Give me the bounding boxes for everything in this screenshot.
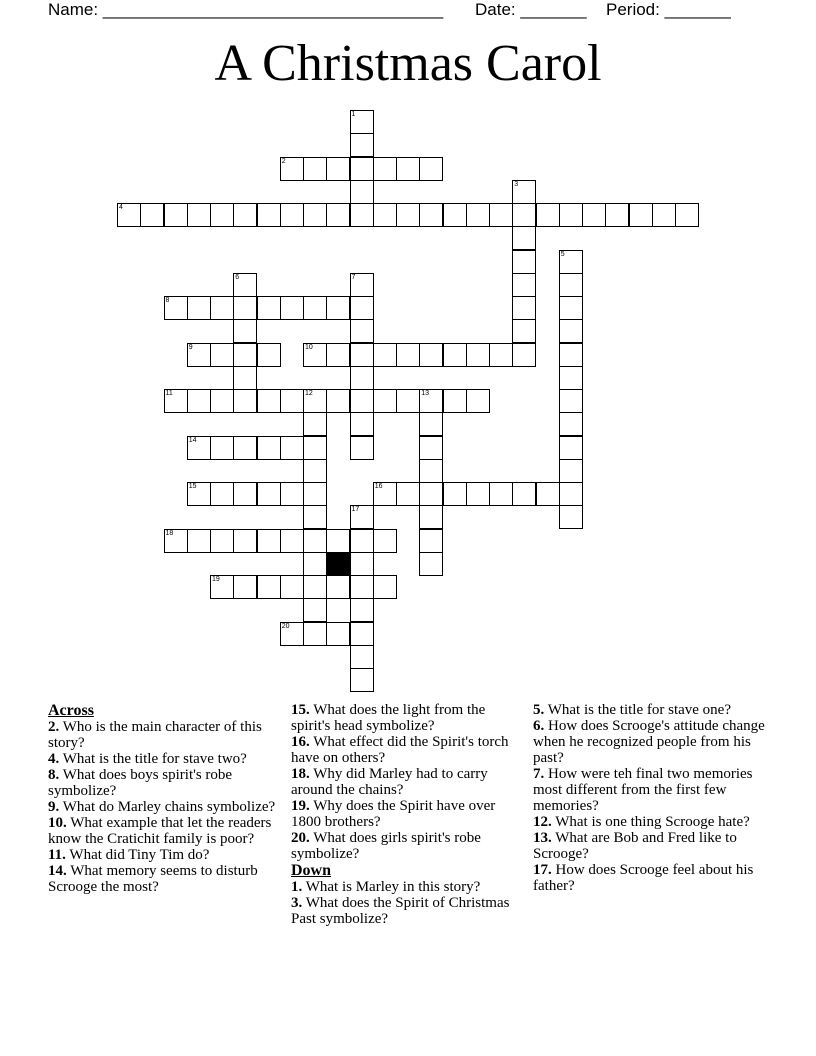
clue-item xyxy=(291,830,527,862)
clue-number: 5 xyxy=(560,250,565,258)
grid-cell[interactable] xyxy=(419,529,443,553)
clue-number: 9 xyxy=(188,343,193,351)
grid-cell[interactable] xyxy=(257,482,281,506)
grid-cell[interactable] xyxy=(559,366,583,390)
grid-cell[interactable] xyxy=(466,343,490,367)
grid-cell[interactable] xyxy=(419,343,443,367)
grid-cell[interactable] xyxy=(164,203,188,227)
grid-cell[interactable] xyxy=(419,157,443,181)
grid-cell[interactable] xyxy=(373,529,397,553)
grid-cell[interactable] xyxy=(303,459,327,483)
clue-item-number: 16. xyxy=(291,734,310,750)
grid-cell[interactable] xyxy=(326,575,350,599)
grid-cell[interactable] xyxy=(280,296,304,320)
grid-cell[interactable] xyxy=(164,296,188,320)
grid-cell[interactable] xyxy=(233,319,257,343)
grid-cell[interactable] xyxy=(280,529,304,553)
down-heading: Down xyxy=(291,862,332,879)
grid-cell[interactable] xyxy=(187,203,211,227)
grid-cell[interactable] xyxy=(350,668,374,692)
grid-cell[interactable] xyxy=(443,389,467,413)
period-field[interactable]: Period: _______ xyxy=(606,0,731,19)
grid-cell[interactable] xyxy=(326,529,350,553)
clue-item xyxy=(48,863,284,895)
grid-cell[interactable] xyxy=(559,203,583,227)
grid-cell[interactable] xyxy=(443,343,467,367)
grid-cell[interactable] xyxy=(210,389,234,413)
clues-column-3 xyxy=(533,702,769,894)
grid-cell[interactable] xyxy=(280,157,304,181)
clue-item-number: 7. xyxy=(533,766,545,782)
grid-cell[interactable] xyxy=(419,459,443,483)
grid-cell[interactable] xyxy=(233,529,257,553)
grid-cell[interactable] xyxy=(652,203,676,227)
grid-cell[interactable] xyxy=(559,273,583,297)
clue-item xyxy=(291,798,527,830)
clue-item-text: What does girls spirit's robe symbolize? xyxy=(291,830,481,862)
grid-cell[interactable] xyxy=(303,343,327,367)
grid-cell[interactable] xyxy=(233,203,257,227)
grid-cell[interactable] xyxy=(303,575,327,599)
clue-item-text: What did Tiny Tim do? xyxy=(65,847,210,863)
grid-cell[interactable] xyxy=(350,436,374,460)
down-clue-list-continued xyxy=(533,702,769,894)
grid-cell[interactable] xyxy=(419,552,443,576)
grid-cell[interactable] xyxy=(489,203,513,227)
clue-item-number: 4. xyxy=(48,751,60,767)
clue-item xyxy=(533,718,769,766)
clue-item-text: What does the Spirit of Christmas Past symbolize? xyxy=(291,895,510,927)
grid-cell[interactable] xyxy=(187,389,211,413)
clue-number: 16 xyxy=(374,483,383,490)
page-title: A Christmas Carol xyxy=(214,35,602,92)
grid-cell[interactable] xyxy=(489,482,513,506)
grid-cell[interactable] xyxy=(373,157,397,181)
grid-cell[interactable] xyxy=(303,482,327,506)
clue-item-text: What memory seems to disturb Scrooge the most? xyxy=(48,863,258,895)
grid-cell[interactable] xyxy=(326,203,350,227)
clue-number: 13 xyxy=(421,390,430,397)
grid-cell[interactable] xyxy=(164,389,188,413)
grid-cell[interactable] xyxy=(350,343,374,367)
clue-item xyxy=(291,702,527,734)
grid-cell[interactable] xyxy=(512,296,536,320)
grid-cell[interactable] xyxy=(512,226,536,250)
clue-number: 15 xyxy=(188,483,197,490)
clue-number: 3 xyxy=(514,180,519,188)
grid-cell[interactable] xyxy=(373,482,397,506)
clue-item-number: 5. xyxy=(533,702,545,718)
grid-cell[interactable] xyxy=(303,203,327,227)
grid-cell[interactable] xyxy=(536,203,560,227)
clue-item-number: 9. xyxy=(48,799,60,815)
name-field[interactable]: Name: ____________________________________ xyxy=(48,0,444,19)
grid-cell[interactable] xyxy=(257,529,281,553)
grid-cell[interactable] xyxy=(350,552,374,576)
down-clue-list xyxy=(291,879,527,927)
grid-cell[interactable] xyxy=(350,133,374,157)
grid-cell[interactable] xyxy=(675,203,699,227)
grid-cell[interactable] xyxy=(512,482,536,506)
grid-cell[interactable] xyxy=(233,575,257,599)
clue-item-text: How does Scrooge feel about his father? xyxy=(533,862,754,894)
grid-cell[interactable] xyxy=(187,296,211,320)
clue-number: 10 xyxy=(305,343,313,351)
grid-cell[interactable] xyxy=(326,157,350,181)
grid-cell[interactable] xyxy=(210,296,234,320)
grid-cell[interactable] xyxy=(350,575,374,599)
clue-item xyxy=(48,767,284,799)
clue-item-number: 1. xyxy=(291,879,303,895)
grid-cell[interactable] xyxy=(350,203,374,227)
grid-cell[interactable] xyxy=(187,529,211,553)
clue-item xyxy=(533,830,769,862)
grid-cell[interactable] xyxy=(512,273,536,297)
grid-cell[interactable] xyxy=(373,389,397,413)
grid-cell[interactable] xyxy=(373,575,397,599)
grid-cell[interactable] xyxy=(443,482,467,506)
grid-cell[interactable] xyxy=(350,622,374,646)
grid-cell[interactable] xyxy=(419,505,443,529)
clue-item-number: 11. xyxy=(48,847,66,863)
clue-item-number: 2. xyxy=(48,719,60,735)
grid-cell[interactable] xyxy=(187,343,211,367)
grid-cell[interactable] xyxy=(350,389,374,413)
clue-item-text: What does the light from the spirit's head symbolize? xyxy=(291,702,486,734)
grid-cell[interactable] xyxy=(280,203,304,227)
grid-cell[interactable] xyxy=(303,505,327,529)
grid-cell[interactable] xyxy=(257,436,281,460)
grid-cell[interactable] xyxy=(559,436,583,460)
grid-cell[interactable] xyxy=(350,110,374,134)
clue-item-number: 14. xyxy=(48,863,67,879)
grid-cell[interactable] xyxy=(210,529,234,553)
grid-cell[interactable] xyxy=(257,296,281,320)
grid-cell[interactable] xyxy=(350,180,374,204)
grid-cell[interactable] xyxy=(396,203,420,227)
grid-cell[interactable] xyxy=(210,575,234,599)
grid-cell[interactable] xyxy=(233,482,257,506)
clue-number: 11 xyxy=(165,390,173,397)
clue-item-number: 10. xyxy=(48,815,67,831)
grid-cell[interactable] xyxy=(559,389,583,413)
across-clue-list-continued xyxy=(291,702,527,862)
clue-item xyxy=(533,766,769,814)
clue-item-text: What is Marley in this story? xyxy=(302,879,481,895)
grid-cell[interactable] xyxy=(559,459,583,483)
grid-cell[interactable] xyxy=(326,296,350,320)
grid-cell[interactable] xyxy=(512,343,536,367)
grid-cell[interactable] xyxy=(396,343,420,367)
grid-cell[interactable] xyxy=(350,366,374,390)
clue-number: 12 xyxy=(305,390,313,397)
clue-item-text: What is the title for stave two? xyxy=(59,751,247,767)
grid-cell[interactable] xyxy=(350,529,374,553)
grid-cell[interactable] xyxy=(373,203,397,227)
grid-cell[interactable] xyxy=(512,319,536,343)
grid-cell[interactable] xyxy=(350,645,374,669)
clue-item xyxy=(291,895,527,927)
clue-item-text: What is one thing Scrooge hate? xyxy=(551,814,750,830)
clue-item xyxy=(533,702,769,718)
clue-item xyxy=(291,879,527,895)
clues-column-1 xyxy=(48,702,284,895)
grid-cell[interactable] xyxy=(396,482,420,506)
grid-cell[interactable] xyxy=(419,203,443,227)
clue-item-number: 17. xyxy=(533,862,552,878)
across-clue-list xyxy=(48,719,284,895)
grid-cell[interactable] xyxy=(210,482,234,506)
grid-cell[interactable] xyxy=(233,389,257,413)
clue-number: 1 xyxy=(351,111,356,118)
clue-item-text: What does boys spirit's robe symbolize? xyxy=(48,767,233,799)
grid-cell[interactable] xyxy=(419,436,443,460)
grid-cell[interactable] xyxy=(303,436,327,460)
clue-item xyxy=(48,719,284,751)
grid-cell[interactable] xyxy=(280,389,304,413)
clue-item xyxy=(291,734,527,766)
clue-item-text: What effect did the Spirit's torch have on others? xyxy=(291,734,509,766)
grid-cell[interactable] xyxy=(303,622,327,646)
grid-cell[interactable] xyxy=(629,203,653,227)
clue-item xyxy=(48,847,284,863)
clue-item-number: 12. xyxy=(533,814,552,830)
grid-cell[interactable] xyxy=(257,575,281,599)
grid-cell[interactable] xyxy=(350,157,374,181)
grid-cell[interactable] xyxy=(280,436,304,460)
clue-item-text: How does Scrooge's attitude change when he recognized people from his past? xyxy=(533,718,765,766)
clue-item-number: 3. xyxy=(291,895,303,911)
black-cell xyxy=(326,552,350,576)
grid-cell[interactable] xyxy=(466,203,490,227)
clue-item-text: Why did Marley had to carry around the chains? xyxy=(291,766,488,798)
grid-cell[interactable] xyxy=(233,343,257,367)
grid-cell[interactable] xyxy=(559,482,583,506)
grid-cell[interactable] xyxy=(350,598,374,622)
clue-item-text: What are Bob and Fred like to Scrooge? xyxy=(533,830,737,862)
grid-cell[interactable] xyxy=(536,482,560,506)
clue-item xyxy=(533,814,769,830)
clue-item-text: What do Marley chains symbolize? xyxy=(59,799,276,815)
grid-cell[interactable] xyxy=(257,343,281,367)
grid-cell[interactable] xyxy=(210,436,234,460)
clue-item-text: What example that let the readers know the Cratichit family is poor? xyxy=(48,815,272,847)
clue-number: 4 xyxy=(119,204,123,211)
grid-cell[interactable] xyxy=(512,250,536,274)
grid-cell[interactable] xyxy=(350,273,374,297)
grid-cell[interactable] xyxy=(280,482,304,506)
clue-item-number: 19. xyxy=(291,798,310,814)
clue-number: 17 xyxy=(351,506,360,514)
grid-cell[interactable] xyxy=(187,482,211,506)
clue-number: 18 xyxy=(165,529,174,537)
grid-cell[interactable] xyxy=(303,552,327,576)
grid-cell[interactable] xyxy=(280,575,304,599)
grid-cell[interactable] xyxy=(210,203,234,227)
clue-number: 19 xyxy=(212,576,220,583)
clue-number: 20 xyxy=(281,622,290,630)
grid-cell[interactable] xyxy=(350,319,374,343)
grid-cell[interactable] xyxy=(233,296,257,320)
clue-item-number: 15. xyxy=(291,702,310,718)
grid-cell[interactable] xyxy=(512,203,536,227)
grid-cell[interactable] xyxy=(559,250,583,274)
grid-cell[interactable] xyxy=(326,389,350,413)
grid-cell[interactable] xyxy=(373,343,397,367)
clue-item-text: What is the title for stave one? xyxy=(544,702,731,718)
across-heading: Across xyxy=(48,702,94,719)
grid-cell[interactable] xyxy=(419,482,443,506)
clue-item-number: 13. xyxy=(533,830,552,846)
grid-cell[interactable] xyxy=(443,203,467,227)
grid-cell[interactable] xyxy=(582,203,606,227)
clue-item-number: 20. xyxy=(291,830,310,846)
grid-cell[interactable] xyxy=(559,412,583,436)
grid-cell[interactable] xyxy=(303,157,327,181)
grid-cell[interactable] xyxy=(559,505,583,529)
clue-item xyxy=(48,751,284,767)
grid-cell[interactable] xyxy=(280,622,304,646)
grid-cell[interactable] xyxy=(303,296,327,320)
clues-column-2 xyxy=(291,702,527,927)
grid-cell[interactable] xyxy=(233,366,257,390)
clue-item xyxy=(291,766,527,798)
grid-cell[interactable] xyxy=(512,180,536,204)
clue-item-text: Why does the Spirit have over 1800 brothers? xyxy=(291,798,496,830)
clue-number: 2 xyxy=(281,157,286,165)
grid-cell[interactable] xyxy=(396,389,420,413)
clue-number: 7 xyxy=(351,273,356,281)
grid-cell[interactable] xyxy=(164,529,188,553)
clue-item xyxy=(48,799,284,815)
grid-cell[interactable] xyxy=(140,203,164,227)
grid-cell[interactable] xyxy=(466,482,490,506)
grid-cell[interactable] xyxy=(117,203,141,227)
clue-item-text: Who is the main character of this story? xyxy=(48,719,262,751)
grid-cell[interactable] xyxy=(210,343,234,367)
grid-cell[interactable] xyxy=(257,389,281,413)
clue-item xyxy=(48,815,284,847)
grid-cell[interactable] xyxy=(350,296,374,320)
clue-item-number: 6. xyxy=(533,718,545,734)
grid-cell[interactable] xyxy=(303,389,327,413)
clue-item-number: 18. xyxy=(291,766,310,782)
grid-cell[interactable] xyxy=(489,343,513,367)
grid-cell[interactable] xyxy=(396,157,420,181)
clue-item xyxy=(533,862,769,894)
grid-cell[interactable] xyxy=(303,529,327,553)
grid-cell[interactable] xyxy=(233,436,257,460)
grid-cell[interactable] xyxy=(233,273,257,297)
grid-cell[interactable] xyxy=(187,436,211,460)
grid-cell[interactable] xyxy=(419,389,443,413)
grid-cell[interactable] xyxy=(350,412,374,436)
grid-cell[interactable] xyxy=(303,412,327,436)
grid-cell[interactable] xyxy=(326,343,350,367)
grid-cell[interactable] xyxy=(257,203,281,227)
grid-cell[interactable] xyxy=(419,412,443,436)
grid-cell[interactable] xyxy=(326,622,350,646)
clue-item-number: 8. xyxy=(48,767,60,783)
grid-cell[interactable] xyxy=(559,343,583,367)
grid-cell[interactable] xyxy=(559,319,583,343)
grid-cell[interactable] xyxy=(605,203,629,227)
grid-cell[interactable] xyxy=(303,598,327,622)
date-field[interactable]: Date: _______ xyxy=(475,0,587,19)
grid-cell[interactable] xyxy=(466,389,490,413)
clue-number: 14 xyxy=(188,436,197,444)
clue-number: 6 xyxy=(235,273,240,281)
clue-item-text: How were teh final two memories most different from the first few memories? xyxy=(533,766,753,814)
clue-number: 8 xyxy=(165,297,170,304)
grid-cell[interactable] xyxy=(350,505,374,529)
grid-cell[interactable] xyxy=(559,296,583,320)
